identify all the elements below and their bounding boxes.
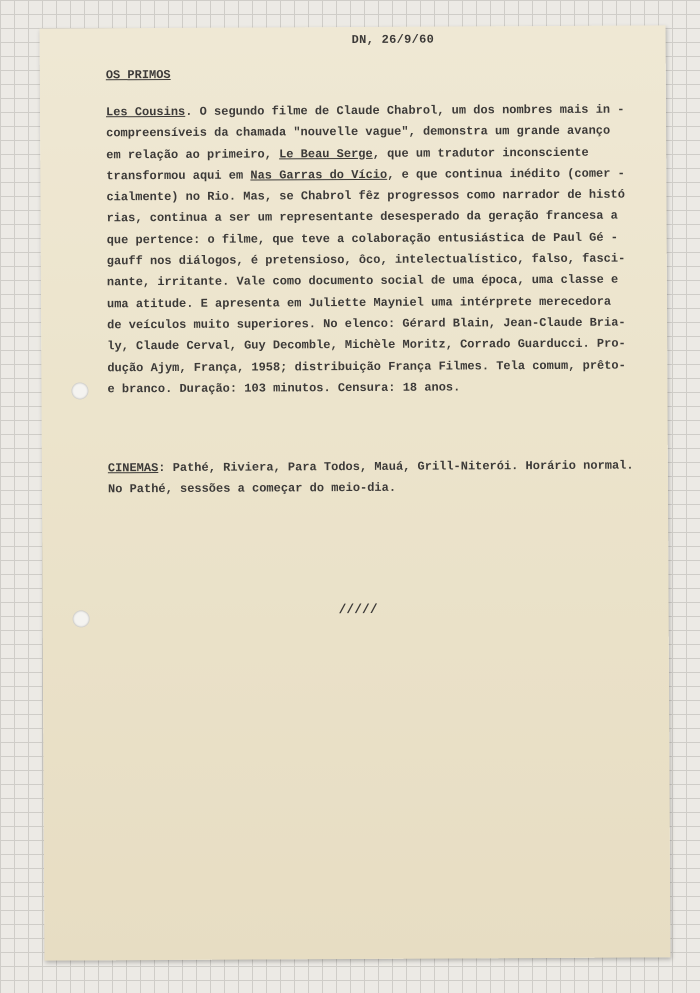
review-paragraph [106,99,648,400]
text-line: dução Ajym, França, 1958; distribuição França Filmes. Tela comum, prêto- [107,358,626,375]
punch-hole [73,610,90,627]
text-line: CINEMAS: Pathé, Riviera, Para Todos, Mauá, Grill-Niterói. Horário normal. [107,458,634,476]
text-line: nante, irritante. Vale como documento social de uma época, uma classe e [106,272,619,290]
punch-hole [71,382,88,399]
text-line: ly, Claude Cerval, Guy Decomble, Michèle Moritz, Corrado Guarducci. Pro- [107,336,626,354]
review-title: OS PRIMOS [105,67,171,83]
typewritten-page [40,25,671,960]
film-title: Nas Garras do Vício [250,167,388,183]
cinemas-paragraph [108,455,648,500]
text-line: que pertence: o filme, que teve a colaboração entusiástica de Paul Gé - [106,230,618,248]
end-mark: ///// [338,601,378,618]
dateline: DN, 26/9/60 [351,32,435,48]
cinemas-label: CINEMAS [107,461,159,476]
text-line: rias, continua a ser um representante desesperado da geração francesa a [106,209,618,226]
text-line: compreensíveis da chamada "nouvelle vague", demonstra um grande avanço [106,123,611,141]
text-line: transformou aqui em Nas Garras do Vício, e que continua inédito (comer - [106,166,625,184]
text-line: de veículos muito superiores. No elenco: Gérard Blain, Jean-Claude Bria- [107,315,626,333]
text-line: No Pathé, sessões a começar do meio-dia. [107,481,397,497]
text-line: Les Cousins. O segundo filme de Claude Chabrol, um dos nombres mais in - [105,102,625,120]
original-title: Les Cousins [105,104,186,120]
text-line: e branco. Duração: 103 minutos. Censura: 18 anos. [107,380,461,397]
film-title: Le Beau Serge [279,146,373,161]
text-line: uma atitude. E apresenta em Juliette Mayniel uma intérprete merecedora [106,294,612,311]
text-line: em relação ao primeiro, Le Beau Serge, que um tradutor inconsciente [106,145,589,162]
text-line: cialmente) no Rio. Mas, se Chabrol fêz progressos como narrador de histó [106,187,625,205]
text-line: gauff nos diálogos, é pretensioso, ôco, intelectualístico, falso, fasci- [106,251,626,269]
